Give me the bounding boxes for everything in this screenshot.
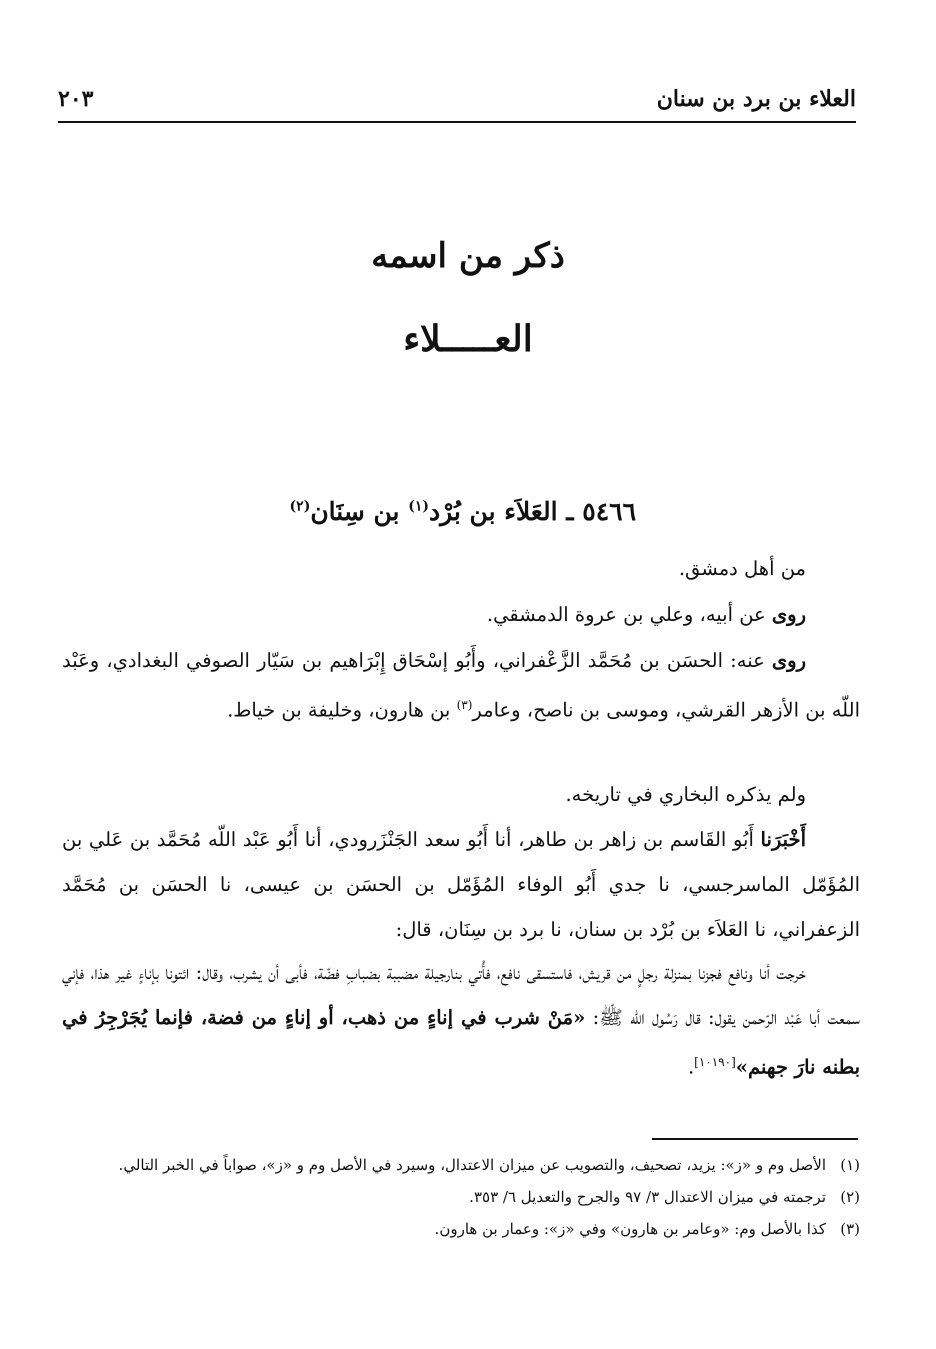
footnote-marker-2: (٢) <box>289 498 311 515</box>
section-name: العـــــلاء <box>403 318 533 360</box>
hadith-text: «مَنْ شرب في إناءٍ من ذهب، أو إناءٍ من فضة، فإنما يُجَرْجِرُ في بطنه نارَ جهنم» <box>62 1006 860 1079</box>
paragraph-text: عن أبيه، وعلي بن عروة الدمشقي. <box>486 603 772 626</box>
paragraph-text-cont: بن هارون، وخليفة بن خياط. <box>227 698 457 722</box>
entry-title <box>180 497 636 526</box>
paragraph-narrated-from <box>62 592 860 637</box>
paragraph-text: عنه: الحسَن بن مُحَمَّد الزَّعْفراني، وأَبُو إسْحَاق إِبْرَاهيم بن سَيّار الصوفي البغدادي، وعَبْد اللّه بن الأزهر القرشي، وموسى بن ناصح، وعامر <box>62 649 860 722</box>
paragraph-text: خرجت أنا ونافع فجزنا بمنزلة رجلٍ من قريش، فاستسقى نافع، فأُتي بنارجيلة مضببة بضبابِ فضّة، فأبى أن يشرب، وقال: ائتونا بإناءٍ غير هذا، فإني سمعت أبا عَبْد الرّحمن يقول: قال رَسُول اللّه ﷺ: <box>62 961 860 1029</box>
entry-number-name: ٥٤٦٦ ـ العَلاَء بن بُرْد <box>428 497 636 526</box>
paragraph-text: أَبُو القَاسم بن زاهر بن طاهر، أنا أَبُو سعد الجَنْزَرودي، أنا أَبُو عَبْد اللّه مُحَمَّد بن عَلي بن المُؤَمّل الماسرجسي، نا جدي أَبُو الوفاء المُؤَمّل بن الحسَن بن عيسى، نا الحسَن بن مُحَمَّد الزعفراني، نا العَلاَء بن بُرْد بن سنان، نا برد بن سِنَان، قال: <box>62 828 860 941</box>
footnote-text: ترجمته في ميزان الاعتدال ٣/ ٩٧ والجرح والتعديل ٦/ ٣٥٣. <box>469 1188 826 1206</box>
entry-name-part2: بن سِنَان <box>310 497 409 526</box>
footnote-number: (٢) <box>840 1188 860 1206</box>
footnote-separator <box>652 1138 858 1140</box>
running-title: العلاء بن برد بن سنان <box>656 86 856 112</box>
hadith-reference: [١٠١٩٠] <box>694 1055 736 1069</box>
footnote-number: (١) <box>840 1156 860 1174</box>
page-header <box>58 86 856 122</box>
header-rule <box>58 121 856 123</box>
section-heading: ذكر من اسمه <box>371 236 565 276</box>
page-number: ٢٠٣ <box>58 86 94 112</box>
paragraph-end: . <box>687 1055 695 1079</box>
footnote-text: الأصل وم و «ز»: يزيد، تصحيف، والتصويب عن ميزان الاعتدال، وسيرد في الأصل وم و «ز»، صواباً في الخبر التالي. <box>118 1156 826 1174</box>
footnotes <box>62 1152 860 1248</box>
footnote <box>62 1184 860 1210</box>
paragraph-bukhari: ولم يذكره البخاري في تاريخه. <box>565 783 806 806</box>
footnote <box>62 1216 860 1242</box>
paragraph-narrated-by <box>62 638 860 733</box>
lead-word: روى <box>771 649 806 672</box>
footnote <box>62 1152 860 1178</box>
paragraph-origin: من أهل دمشق. <box>678 557 806 580</box>
footnote-number: (٣) <box>840 1220 860 1238</box>
paragraph-isnad <box>62 817 860 952</box>
paragraph-matn <box>62 950 860 1090</box>
footnote-marker-3: (٣) <box>456 698 473 712</box>
lead-word: أَخْبَرَنا <box>760 828 806 851</box>
lead-word: روى <box>771 603 806 626</box>
footnote-text: كذا بالأصل وم: «وعامر بن هارون» وفي «ز»: وعمار بن هارون. <box>434 1220 826 1238</box>
footnote-marker-1: (١) <box>408 498 429 515</box>
